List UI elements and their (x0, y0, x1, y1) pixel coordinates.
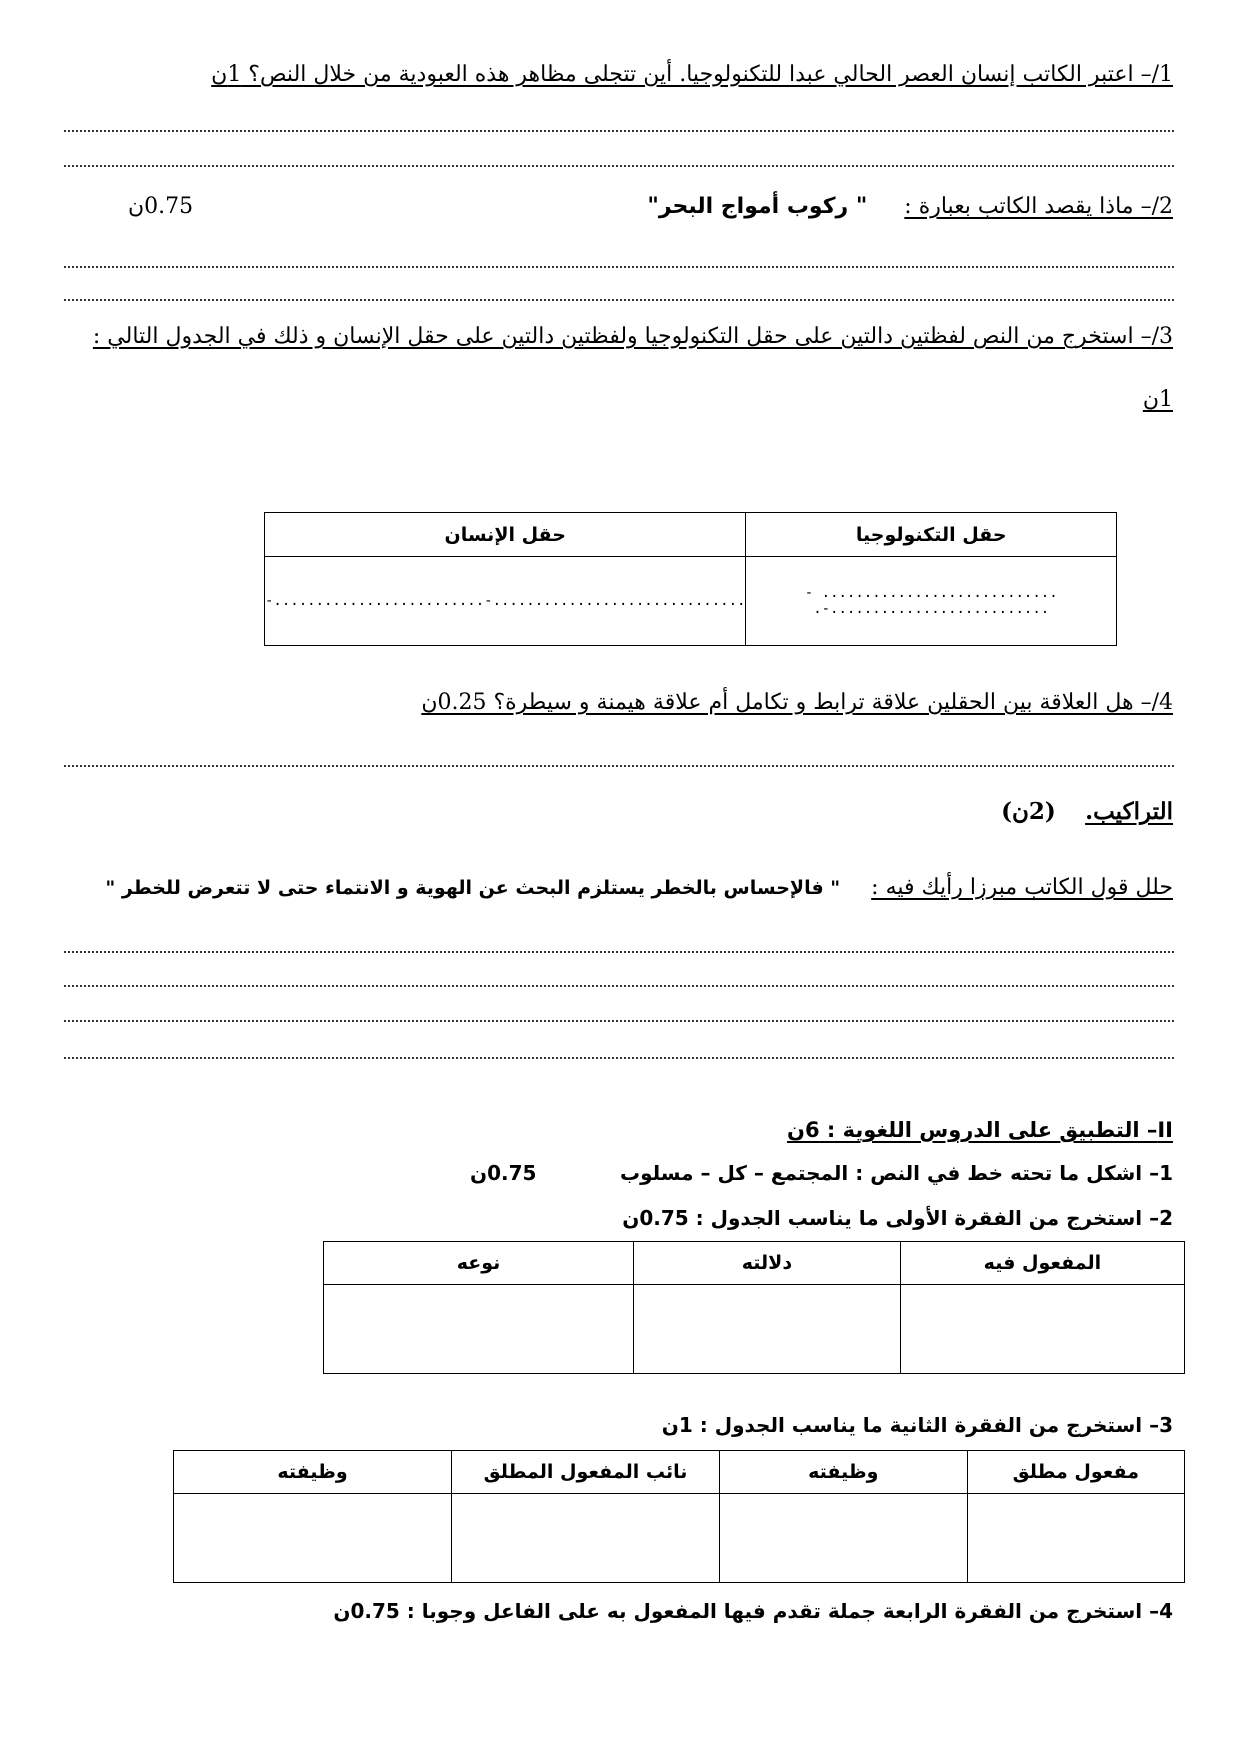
question-2-quote: " ركوب أمواج البحر" (647, 194, 868, 219)
table-cell[interactable] (967, 1494, 1184, 1583)
table-header: دلالته (633, 1242, 900, 1285)
question-1-number: 1/ (1151, 62, 1173, 87)
table-cell[interactable] (900, 1285, 1184, 1374)
section-2-q4: 4– استخرج من الفقرة الرابعة جملة تقدم فيها المفعول به على الفاعل وجوبا : 0.75ن (333, 1599, 1173, 1623)
table-header: حقل الإنسان (265, 513, 746, 557)
table-cell[interactable]: ............................ - ..........................-. (746, 557, 1117, 646)
table-cell[interactable] (324, 1285, 634, 1374)
section-2-q1-score: 0.75ن (470, 1161, 537, 1185)
syntax-heading (1001, 797, 1173, 827)
question-3-score: 1ن (1142, 387, 1173, 412)
syntax-prompt: حلل قول الكاتب مبرزا رأيك فيه : (871, 875, 1173, 900)
section-2-q1-text: 1– اشكل ما تحته خط في النص : المجتمع – كل – مسلوب (619, 1161, 1173, 1185)
section-2-title: II– التطبيق على الدروس اللغوية : 6ن (787, 1118, 1173, 1142)
table-absolute-object (173, 1450, 1185, 1583)
answer-line[interactable] (64, 1020, 1174, 1022)
table-header: نوعه (324, 1242, 634, 1285)
answer-line[interactable] (64, 985, 1174, 987)
syntax-question (105, 873, 1173, 903)
question-1-text: – اعتبر الكاتب إنسان العصر الحالي عبدا للتكنولوجيا. أين تتجلى مظاهر هذه العبودية من خلال النص؟ 1ن (211, 62, 1152, 87)
table-header: مفعول مطلق (967, 1451, 1184, 1494)
question-2-score: 0.75ن (128, 194, 194, 219)
table-header: وظيفته (719, 1451, 967, 1494)
fields-table (264, 512, 1117, 646)
question-2 (647, 192, 1173, 222)
syntax-title: التراكيب. (1085, 798, 1173, 825)
answer-line[interactable] (64, 266, 1174, 268)
question-1 (211, 60, 1173, 90)
answer-line[interactable] (64, 765, 1174, 767)
syntax-score: (2ن) (1001, 798, 1056, 825)
answer-line[interactable] (64, 299, 1174, 301)
question-4-text: – هل العلاقة بين الحقلين علاقة ترابط و تكامل أم علاقة هيمنة و سيطرة؟ 0.25ن (421, 690, 1152, 715)
answer-line[interactable] (64, 165, 1174, 167)
answer-line[interactable] (64, 1057, 1174, 1059)
table-cell[interactable] (174, 1494, 452, 1583)
syntax-quote: " فالإحساس بالخطر يستلزم البحث عن الهوية و الانتماء حتى لا تتعرض للخطر " (105, 877, 841, 899)
table-cell[interactable] (719, 1494, 967, 1583)
table-header: حقل التكنولوجيا (746, 513, 1117, 557)
table-cell[interactable]: ..............................-.........................- (265, 557, 746, 646)
question-4: 4/– هل العلاقة بين الحقلين علاقة ترابط و تكامل أم علاقة هيمنة و سيطرة؟ 0.25ن (421, 690, 1173, 715)
table-object-of-time (323, 1241, 1185, 1374)
question-3-text: – استخرج من النص لفظتين دالتين على حقل التكنولوجيا ولفظتين دالتين على حقل الإنسان و ذلك في الجدول التالي : (92, 324, 1152, 349)
table-cell[interactable] (452, 1494, 720, 1583)
table-header: نائب المفعول المطلق (452, 1451, 720, 1494)
table-header: وظيفته (174, 1451, 452, 1494)
table-cell[interactable] (633, 1285, 900, 1374)
section-2-q3: 3– استخرج من الفقرة الثانية ما يناسب الجدول : 1ن (661, 1413, 1173, 1437)
answer-line[interactable] (64, 130, 1174, 132)
answer-line[interactable] (64, 951, 1174, 953)
section-2-q1 (620, 1158, 1173, 1188)
table-header: المفعول فيه (900, 1242, 1184, 1285)
section-2-q2: 2– استخرج من الفقرة الأولى ما يناسب الجدول : 0.75ن (622, 1206, 1173, 1230)
question-3: 3/– استخرج من النص لفظتين دالتين على حقل التكنولوجيا ولفظتين دالتين على حقل الإنسان و ذلك في الجدول التالي : (92, 324, 1173, 349)
question-2-label: 2/– ماذا يقصد الكاتب بعبارة : (904, 194, 1173, 219)
